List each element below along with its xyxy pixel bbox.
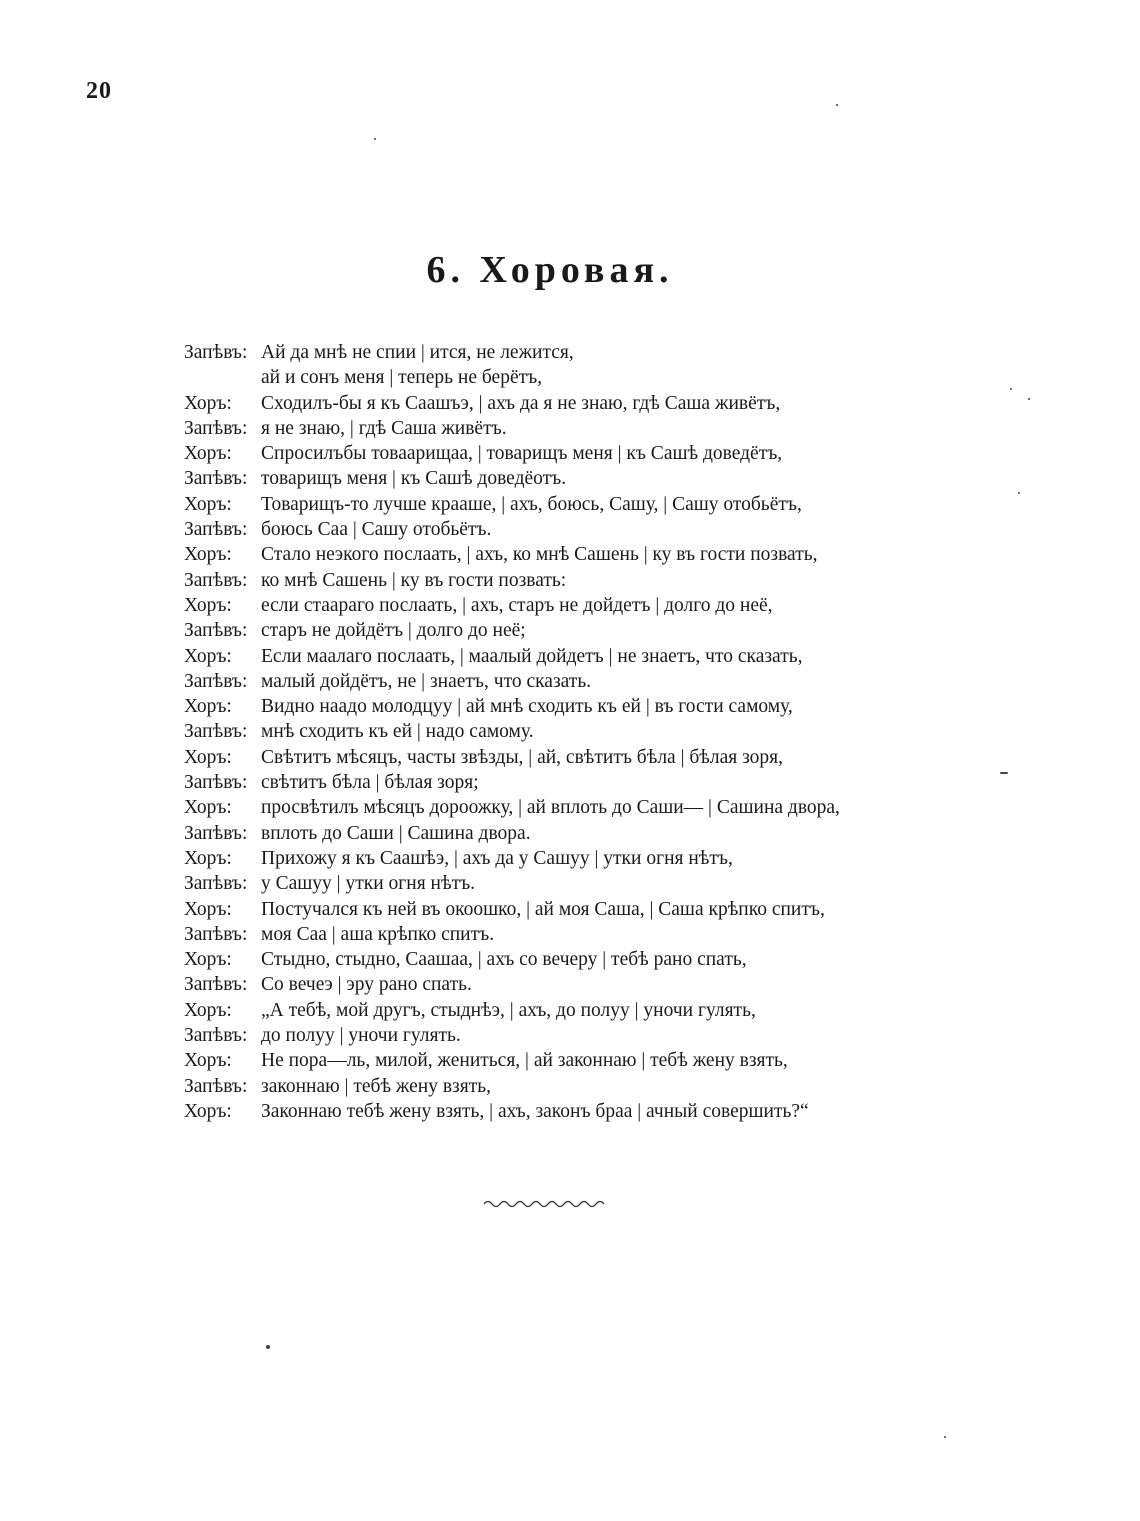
scan-speck (944, 1436, 946, 1438)
speaker-label: Запѣвъ: (184, 670, 248, 692)
speaker-label: Хоръ: (184, 443, 232, 465)
speaker-label: Хоръ: (184, 797, 232, 819)
verse-line (184, 593, 944, 618)
verse-line (184, 568, 944, 593)
speaker-label: Запѣвъ: (184, 620, 248, 642)
verse-line (184, 669, 944, 694)
speaker-label: Запѣвъ: (184, 468, 248, 490)
scan-speck (374, 138, 376, 140)
verse-text: Законнаю тебѣ жену взять, | ахъ, законъ браа | ачный совершить?“ (261, 1100, 809, 1122)
speaker-label: Запѣвъ: (184, 417, 248, 439)
scan-speck (266, 1345, 270, 1349)
verse-line (184, 416, 944, 441)
verse-line (184, 441, 944, 466)
verse-text: старъ не дойдётъ | долго до неё; (261, 620, 526, 642)
verse-text: если стаараго послаать, | ахъ, старъ не дойдетъ | долго до неё, (261, 594, 773, 616)
verse-text: ай и сонъ меня | теперь не берётъ, (261, 367, 543, 389)
speaker-label: Хоръ: (184, 1100, 232, 1122)
verse-text: Стыдно, стыдно, Саашаа, | ахъ со вечеру | тебѣ рано спать, (261, 949, 747, 971)
verse-line (184, 694, 944, 719)
verse-line (184, 947, 944, 972)
verse-line (184, 466, 944, 491)
verse-text: Ай да мнѣ не спии | ится, не лежится, (261, 342, 574, 363)
verse-line (184, 492, 944, 517)
verse-line (184, 618, 944, 643)
scan-speck (1000, 772, 1008, 774)
speaker-label: Запѣвъ: (184, 519, 248, 541)
speaker-label: Хоръ: (184, 645, 232, 667)
verse-line (184, 795, 944, 820)
speaker-label: Хоръ: (184, 544, 232, 566)
verse-list (184, 340, 944, 1124)
speaker-label: Хоръ: (184, 746, 232, 768)
speaker-label: Хоръ: (184, 594, 232, 616)
verse-line (184, 340, 944, 365)
verse-text: мнѣ сходить къ ей | надо самому. (261, 721, 534, 743)
speaker-label: Хоръ: (184, 949, 232, 971)
verse-text: Видно наадо молодцуу | ай мнѣ сходить къ ей | въ гости самому, (261, 696, 793, 718)
speaker-label: Хоръ: (184, 898, 232, 920)
verse-line (184, 644, 944, 669)
verse-line (184, 897, 944, 922)
page-number: 20 (86, 78, 112, 104)
speaker-label: Хоръ: (184, 999, 232, 1021)
verse-text: Если маалаго послаать, | маалый дойдетъ | не знаетъ, что сказать, (261, 645, 803, 667)
speaker-label: Запѣвъ: (184, 569, 248, 591)
verse-line (184, 821, 944, 846)
verse-text: свѣтитъ бѣла | бѣлая зоря; (261, 772, 479, 794)
speaker-label: Запѣвъ: (184, 923, 248, 945)
speaker-label: Запѣвъ: (184, 342, 248, 363)
verse-line (184, 391, 944, 416)
speaker-label: Запѣвъ: (184, 974, 248, 996)
verse-line (184, 542, 944, 567)
speaker-label: Запѣвъ: (184, 822, 248, 844)
ornament-divider (482, 1196, 610, 1210)
verse-text: моя Саа | аша крѣпко спитъ. (261, 923, 495, 945)
verse-line (184, 1023, 944, 1048)
verse-line (184, 1099, 944, 1124)
verse-line (184, 1074, 944, 1099)
speaker-label: Хоръ: (184, 847, 232, 869)
verse-line (184, 972, 944, 997)
verse-text: малый дойдётъ, не | знаетъ, что сказать. (261, 670, 592, 692)
speaker-label: Хоръ: (184, 1050, 232, 1072)
verse-text: Сходилъ-бы я къ Саашъэ, | ахъ да я не знаю, гдѣ Саша живётъ, (261, 392, 781, 414)
speaker-label: Запѣвъ: (184, 873, 248, 895)
verse-line (184, 1048, 944, 1073)
verse-text: Товарищъ-то лучше крааше, | ахъ, боюсь, Сашу, | Сашу отобьётъ, (261, 493, 802, 515)
speaker-label: Запѣвъ: (184, 1025, 248, 1047)
verse-text: „А тебѣ, мой другъ, стыднѣэ, | ахъ, до полуу | уночи гулять, (261, 999, 756, 1021)
song-title: 6. Хоровая. (426, 249, 674, 291)
verse-line (184, 365, 944, 390)
verse-text: я не знаю, | гдѣ Саша живётъ. (261, 417, 507, 439)
speaker-label: Запѣвъ: (184, 772, 248, 794)
verse-line (184, 517, 944, 542)
verse-text: Стало неэкого послаать, | ахъ, ко мнѣ Сашень | ку въ гости позвать, (261, 544, 818, 566)
verse-text: просвѣтилъ мѣсяцъ дороожку, | ай вплоть до Саши— | Сашина двора, (261, 797, 840, 819)
verse-line (184, 846, 944, 871)
verse-line (184, 719, 944, 744)
verse-line (184, 871, 944, 896)
verse-text: Прихожу я къ Саашѣэ, | ахъ да у Сашуу | утки огня нѣтъ, (261, 847, 733, 869)
verse-text: Свѣтитъ мѣсяцъ, часты звѣзды, | ай, свѣтитъ бѣла | бѣлая зоря, (261, 746, 784, 768)
speaker-label: Хоръ: (184, 392, 232, 414)
scan-speck (1010, 388, 1012, 390)
verse-text: ко мнѣ Сашень | ку въ гости позвать: (261, 569, 567, 591)
speaker-label: Хоръ: (184, 493, 232, 515)
verse-text: до полуу | уночи гулять. (261, 1025, 461, 1047)
scan-speck (1018, 492, 1020, 494)
speaker-label: Хоръ: (184, 696, 232, 718)
verse-line (184, 745, 944, 770)
verse-text: вплоть до Саши | Сашина двора. (261, 822, 531, 844)
verse-line (184, 998, 944, 1023)
speaker-label: Запѣвъ: (184, 721, 248, 743)
verse-text: Не пора—ль, милой, жениться, | ай законнаю | тебѣ жену взять, (261, 1050, 788, 1072)
speaker-label: Запѣвъ: (184, 1075, 248, 1097)
verse-text: боюсь Саа | Сашу отобьётъ. (261, 519, 492, 541)
verse-line (184, 770, 944, 795)
verse-text: Со вечеэ | эру рано спать. (261, 974, 472, 996)
verse-line (184, 922, 944, 947)
scan-speck (836, 104, 838, 106)
verse-text: законнаю | тебѣ жену взять, (261, 1075, 492, 1097)
verse-text: у Сашуу | утки огня нѣтъ. (261, 873, 476, 895)
verse-text: Постучался къ ней въ окоошко, | ай моя Саша, | Саша крѣпко спитъ, (261, 898, 825, 920)
verse-text: товарищъ меня | къ Сашѣ доведёотъ. (261, 468, 567, 490)
verse-text: Спросилъбы товаарищаа, | товарищъ меня | къ Сашѣ доведётъ, (261, 443, 783, 465)
scan-speck (1028, 398, 1030, 400)
